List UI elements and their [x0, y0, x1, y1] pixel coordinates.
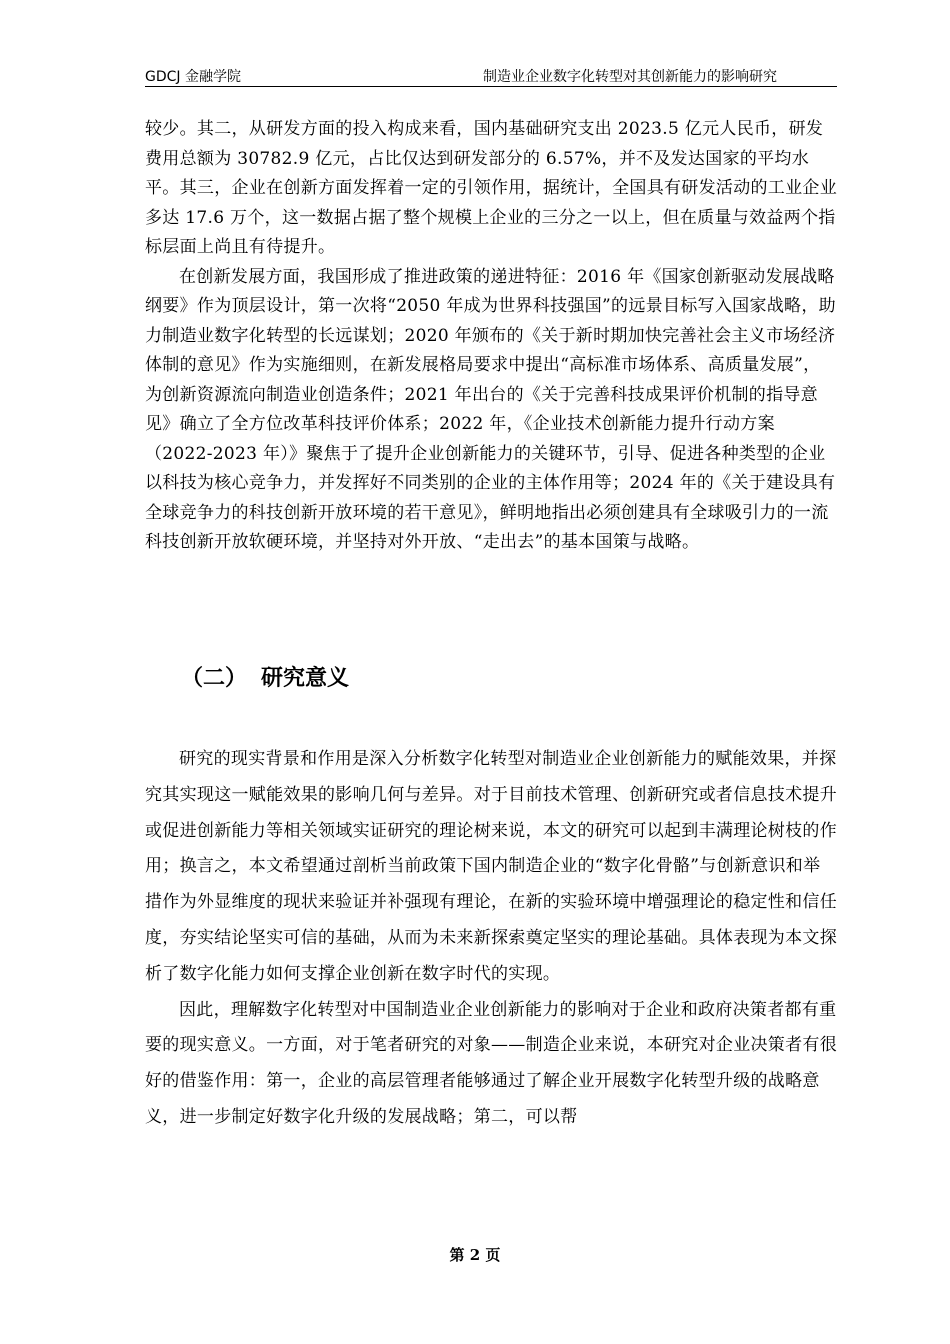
section-number: （二） [181, 665, 248, 691]
section-title: 研究意义 [261, 665, 350, 691]
header-institution: GDCJ 金融学院 [145, 69, 241, 85]
paragraph-significance: 研究的现实背景和作用是深入分析数字化转型对制造业企业创新能力的赋能效果，并探究其实现这一赋能效果的影响几何与差异。对于目前技术管理、创新研究或者信息技术提升或促进创新能力等相关领域实证研究的理论树来说，本文的研究可以起到丰满理论树枝的作用；换言之，本文希望通过剖析当前政策下国内制造企业的“数字化骨骼”与创新意识和举措作为外显维度的现状来验证并补强现有理论，在新的实验环境中增强理论的稳定性和信任度，夯实结论坚实可信的基础，从而为未来新探索奠定坚实的理论基础。具体表现为本文探析了数字化能力如何支撑企业创新在数字时代的实现。 [145, 749, 837, 984]
paragraph-continued: 较少。其二，从研发方面的投入构成来看，国内基础研究支出 2023.5 亿元人民币，研发费用总额为 30782.9 亿元，占比仅达到研发部分的 6.57%，并不及发达国家的平均水平。其三，企业在创新方面发挥着一定的引领作用，据统计，全国具有研发活动的工业企业多达 17.6 万个，这一数据占据了整个规模上企业的三分之一以上，但在质量与效益两个指标层面上尚且有待提升。 [145, 119, 837, 257]
header-thesis-title: 制造业企业数字化转型对其创新能力的影响研究 [483, 69, 777, 85]
page-number: 第 2 页 [449, 1246, 501, 1264]
page-header [145, 64, 837, 87]
page-body [145, 115, 837, 1127]
paragraph-policy: 在创新发展方面，我国形成了推进政策的递进特征：2016 年《国家创新驱动发展战略纲要》作为顶层设计，第一次将“2050 年成为世界科技强国”的远景目标写入国家战略，助力制造业数字化转型的长远谋划；2020 年颁布的《关于新时期加快完善社会主义市场经济体制的意见》作为实施细则，在新发展格局要求中提出“高标准市场体系、高质量发展”，为创新资源流向制造业创造条件；2021 年出台的《关于完善科技成果评价机制的指导意见》确立了全方位改革科技评价体系；2022 年，《企业技术创新能力提升行动方案（2022-2023 年）》聚焦于了提升企业创新能力的关键环节，引导、促进各种类型的企业以科技为核心竞争力，并发挥好不同类别的企业的主体作用等；2024 年的《关于建设具有全球竞争力的科技创新开放环境的若干意见》，鲜明地指出必须创建具有全球吸引力的一流科技创新开放软硬环境，并坚持对外开放、“走出去”的基本国策与战略。 [145, 266, 836, 552]
section-body [145, 742, 837, 1136]
section-heading [145, 663, 349, 693]
paragraph-implications: 因此，理解数字化转型对中国制造业企业创新能力的影响对于企业和政府决策者都有重要的现实意义。一方面，对于笔者研究的对象——制造企业来说，本研究对企业决策者有很好的借鉴作用：第一，企业的高层管理者能够通过了解企业开展数字化转型升级的战略意义，进一步制定好数字化升级的发展战略；第二，可以帮 [145, 999, 837, 1127]
